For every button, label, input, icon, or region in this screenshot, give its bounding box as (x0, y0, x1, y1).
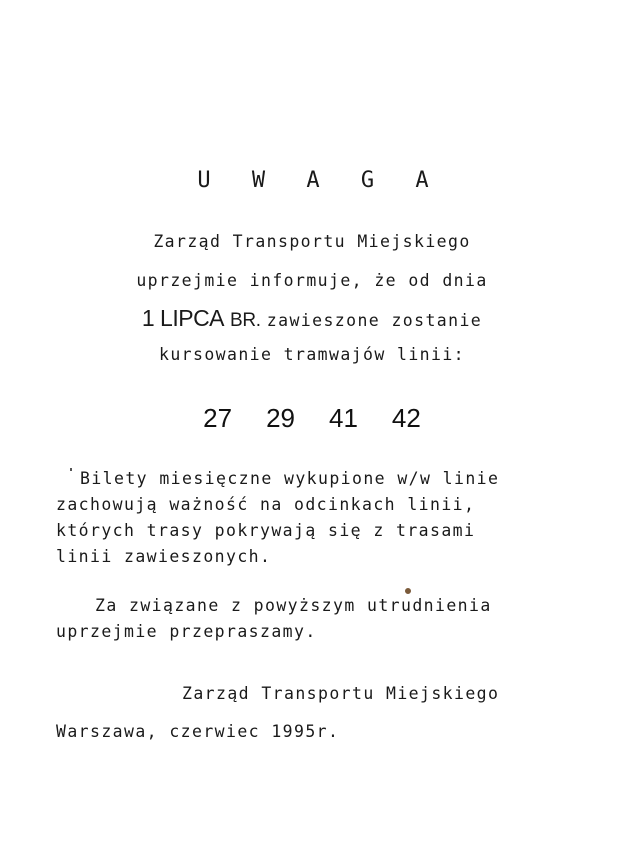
notice-title: U W A G A (197, 168, 443, 193)
speck-mark (70, 468, 72, 471)
intro-line-1: Zarząd Transportu Miejskiego (153, 232, 471, 251)
tickets-line-4: linii zawieszonych. (56, 547, 272, 566)
suspension-date: 1 LIPCA (141, 305, 225, 331)
tickets-line-1: Bilety miesięczne wykupione w/w linie (80, 469, 500, 488)
tram-line-number: 41 (329, 403, 358, 433)
ink-mark (404, 587, 412, 595)
date-line (0, 305, 624, 332)
tickets-line-2: zachowują ważność na odcinkach linii, (56, 495, 476, 514)
current-year-abbreviation: BR. (230, 310, 261, 331)
place-and-date: Warszawa, czerwiec 1995r. (56, 722, 340, 741)
tram-line-number: 27 (203, 403, 233, 433)
tickets-line-3: których trasy pokrywają się z trasami (56, 521, 476, 540)
tram-line-number: 29 (266, 403, 295, 433)
tram-line-number: 42 (391, 403, 421, 433)
signature: Zarząd Transportu Miejskiego (182, 684, 500, 703)
date-line-rest: zawieszone zostanie (266, 311, 483, 330)
intro-line-4: kursowanie tramwajów linii: (158, 345, 465, 364)
apology-line-2: uprzejmie przepraszamy. (56, 622, 317, 641)
intro-line-2: uprzejmie informuje, że od dnia (136, 271, 488, 290)
apology-line-1: Za związane z powyższym utrudnienia (95, 596, 492, 615)
tram-lines (0, 403, 624, 434)
